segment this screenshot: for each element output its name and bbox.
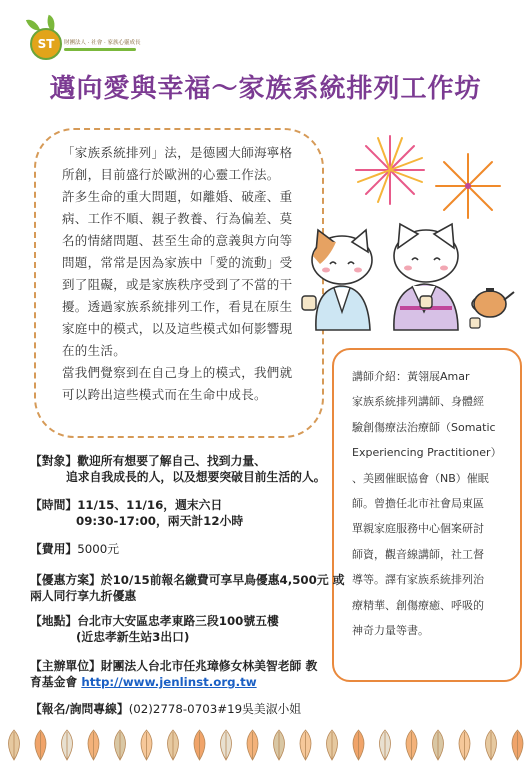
leaf-icon	[194, 730, 205, 760]
intro-line: 病、工作不順、親子教養、行為偏差、莫	[62, 211, 293, 226]
intro-line: 當我們覺察到在自己身上的模式，我們就	[62, 365, 293, 380]
time-row	[30, 496, 222, 513]
intro-line: 到了阻礙，或是家族秩序受到了不當的干	[62, 277, 293, 292]
leaf-icon	[486, 730, 497, 760]
leaf-icon	[9, 730, 20, 760]
cat-left	[302, 230, 372, 330]
intro-line: 許多生命的重大問題，如離婚、破產、重	[62, 189, 293, 204]
cats-illustration	[296, 212, 516, 342]
leaf-icon	[35, 730, 46, 760]
organizer-line1: 財團法人台北市任兆璋修女林美智老師 教	[100, 659, 318, 673]
target-label: 【對象】	[30, 454, 78, 468]
leaf-icon	[327, 730, 338, 760]
discount-row	[30, 571, 345, 588]
speaker-box	[332, 348, 522, 682]
speaker-line: 單親家庭服務中心個案研討	[352, 522, 484, 536]
organizer-website-link[interactable]: http://www.jenlinst.org.tw	[81, 675, 257, 689]
page-title: 邁向愛與幸福～家族系統排列工作坊	[49, 74, 482, 104]
location-line1: 台北市大安區忠孝東路三段100號五樓	[77, 614, 279, 628]
intro-line: 擾。透過家族系統排列工作，看見在原生	[62, 299, 293, 314]
teapot-icon	[470, 288, 514, 328]
target-line1: 歡迎所有想要了解自己、找到力量、	[77, 454, 266, 468]
intro-line: 在的生活。	[62, 343, 127, 358]
logo-underline	[64, 48, 136, 51]
speaker-line: 師資，觀音線講師，社工督	[352, 547, 484, 561]
intro-box	[34, 128, 324, 438]
logo-tagline: 財團法人 · 社會 · 家族心靈成長	[64, 40, 141, 46]
speaker-line: 師。曾擔任北市社會局東區	[352, 497, 484, 511]
speaker-line: 療精華、創傷療癒、呼吸的	[352, 598, 484, 612]
leaf-icon	[274, 730, 285, 760]
time-line2: 09:30-17:00，兩天計12小時	[76, 514, 244, 528]
leaf-icon	[433, 730, 444, 760]
leaf-icon	[62, 730, 73, 760]
target-line2: 追求自我成長的人，以及想要突破目前生活的人。	[66, 470, 326, 484]
organizer-line2: 育基金會	[30, 675, 78, 689]
discount-line1: 於10/15前報名繳費可享早鳥優惠4,500元 或	[100, 573, 345, 587]
foundation-logo	[16, 16, 140, 62]
leaf-icon	[512, 730, 523, 760]
cat-right	[394, 224, 458, 330]
leaf-icon	[168, 730, 179, 760]
time-line1: 11/15、11/16，週末六日	[77, 498, 223, 512]
firework-icon	[350, 130, 430, 210]
intro-line: 所創，目前盛行於歐洲的心靈工作法。	[62, 167, 280, 182]
leaf-icon	[300, 730, 311, 760]
leaf-icon	[88, 730, 99, 760]
leaf-icon	[221, 730, 232, 760]
fee-label: 【費用】	[30, 542, 78, 556]
intro-line: 「家族系統排列」法，是德國大師海寧格	[62, 145, 293, 160]
organizer-row	[30, 657, 317, 674]
leaf-icon	[247, 730, 258, 760]
leaf-icon	[115, 730, 126, 760]
speaker-line: 神奇力量等書。	[352, 624, 429, 638]
location-row	[30, 612, 279, 629]
intro-line: 可以跨出這些模式而在生命中成長。	[62, 387, 267, 402]
time-label: 【時間】	[30, 498, 78, 512]
organizer-row2	[30, 673, 257, 690]
intro-line: 家庭中的模式，以及這些模式如何影響現	[62, 321, 293, 336]
speaker-line: 、美國催眠協會（NB）催眠	[352, 471, 489, 485]
logo-mark: ST	[30, 28, 62, 60]
target-row	[30, 452, 266, 469]
leaf-icon	[406, 730, 417, 760]
leaf-icon	[353, 730, 364, 760]
organizer-label: 【主辦單位】	[30, 659, 101, 673]
discount-label: 【優惠方案】	[30, 573, 101, 587]
speaker-line: 講師介紹：黃翎展Amar	[352, 370, 470, 383]
leaf-icon	[459, 730, 470, 760]
speaker-line: 家族系統排列講師、身體經	[352, 395, 484, 409]
contact-value: (02)2778-0703#19吳美淑小姐	[128, 702, 302, 716]
speaker-line: Experiencing Practitioner）	[352, 446, 502, 460]
contact-row	[30, 700, 301, 717]
speaker-line: 驗創傷療法治療師（Somatic	[352, 420, 496, 434]
leaf-border-decoration	[0, 728, 531, 762]
fee-value: 5000元	[77, 542, 120, 556]
leaf-icon	[380, 730, 391, 760]
discount-line2: 兩人同行享九折優惠	[30, 589, 137, 603]
speaker-line: 導等。譯有家族系統排列治	[352, 573, 484, 587]
contact-label: 【報名/詢問專線】	[30, 702, 129, 716]
location-line2: (近忠孝新生站3出口)	[76, 630, 190, 644]
fee-row	[30, 540, 119, 557]
leaf-icon	[141, 730, 152, 760]
intro-line: 名的情緒問題、甚至生命的意義與方向等	[62, 233, 293, 248]
location-label: 【地點】	[30, 614, 78, 628]
intro-line: 問題，常常是因為家族中「愛的流動」受	[62, 255, 293, 270]
